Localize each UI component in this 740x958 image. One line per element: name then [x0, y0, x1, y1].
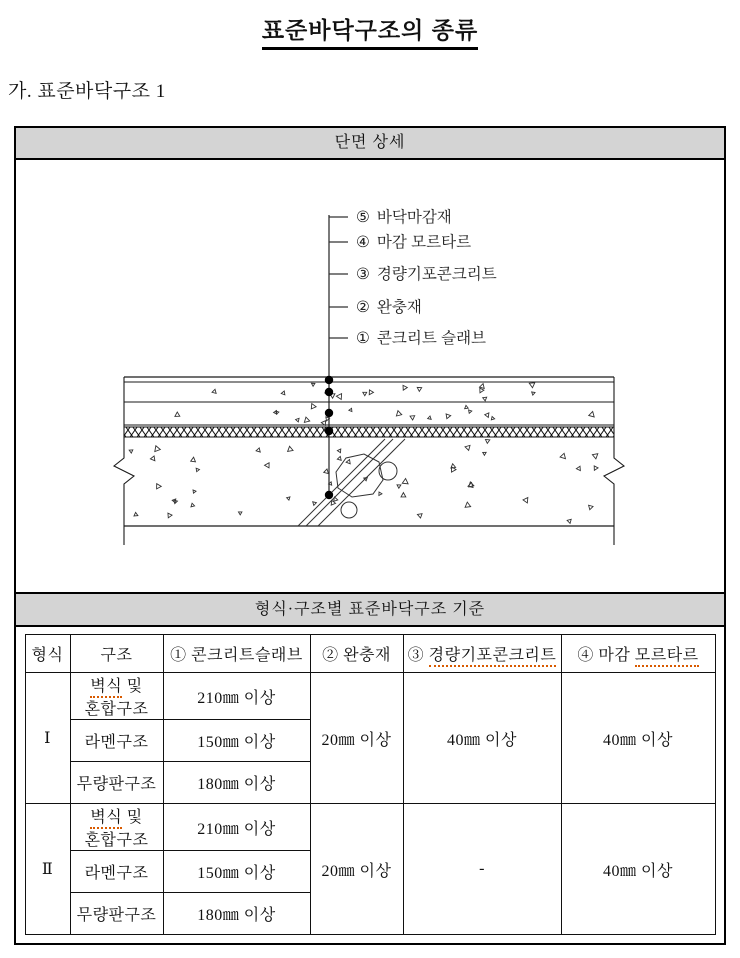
- layer-2-name: 완충재: [376, 299, 422, 316]
- criteria-table-wrap: [16, 627, 724, 935]
- cell-slab: 180㎜ 이상: [163, 762, 310, 804]
- layer-4-name: 마감 모르타르: [376, 234, 472, 251]
- spellcheck-underline: 벽식: [90, 809, 122, 829]
- cushion-hatch-band: [124, 427, 614, 437]
- cell-structure: 라멘구조: [70, 720, 163, 762]
- cell-type-2: Ⅱ: [25, 804, 70, 935]
- col-header-structure: 구조: [70, 635, 163, 673]
- col-header-cushion: ② 완충재: [310, 635, 403, 673]
- col-header-mortar: ④ 마감 모르타르: [561, 635, 715, 673]
- col-header-slab: ① 콘크리트슬래브: [163, 635, 310, 673]
- criteria-header: 형식·구조별 표준바닥구조 기준: [16, 592, 724, 627]
- layer-4-num: ④: [356, 234, 370, 251]
- leader-line: [329, 215, 348, 495]
- cell-cushion: 20㎜ 이상: [310, 673, 403, 804]
- cell-structure: 라멘구조: [70, 851, 163, 893]
- section-detail-header: 단면 상세: [16, 128, 724, 160]
- spellcheck-underline: 벽식: [90, 678, 122, 698]
- spellcheck-underline: 경량기포콘크리트: [429, 647, 557, 667]
- cell-slab: 210㎜ 이상: [163, 804, 310, 851]
- cross-section-svg: [16, 160, 724, 592]
- layer-label-4: [356, 232, 471, 251]
- layer-label-3: [356, 264, 497, 283]
- layer-3-name: 경량기포콘크리트: [376, 266, 497, 283]
- layer-1-name: 콘크리트 슬래브: [376, 330, 487, 347]
- cell-mortar: 40㎜ 이상: [561, 804, 715, 935]
- content-frame: [14, 126, 726, 945]
- layer-5-name: 바닥마감재: [376, 209, 452, 226]
- layer-2-num: ②: [356, 299, 370, 316]
- layer-1-num: ①: [356, 330, 370, 347]
- aggregate-detail: [298, 439, 405, 526]
- layer-label-1: [356, 328, 486, 347]
- cell-lwc: 40㎜ 이상: [403, 673, 561, 804]
- cell-slab: 150㎜ 이상: [163, 851, 310, 893]
- cell-lwc: -: [403, 804, 561, 935]
- cell-mortar: 40㎜ 이상: [561, 673, 715, 804]
- cell-structure: 무량판구조: [70, 762, 163, 804]
- cell-structure: 무량판구조: [70, 893, 163, 935]
- cell-slab: 210㎜ 이상: [163, 673, 310, 720]
- layer-5-num: ⑤: [356, 209, 370, 226]
- cell-structure: 벽식 및 혼합구조: [70, 804, 163, 851]
- layer-label-5: [356, 207, 452, 226]
- layer-label-2: [356, 297, 422, 316]
- section-heading: 가. 표준바닥구조 1: [8, 81, 166, 102]
- cell-cushion: 20㎜ 이상: [310, 804, 403, 935]
- layer-3-num: ③: [356, 266, 370, 283]
- page-title: [0, 12, 740, 50]
- criteria-table: [25, 634, 716, 935]
- col-header-lwc: ③ 경량기포콘크리트: [403, 635, 561, 673]
- cross-section-diagram: [16, 160, 724, 592]
- page-title-text: 표준바닥구조의 종류: [262, 12, 478, 50]
- spellcheck-underline: 모르타르: [635, 647, 699, 667]
- cell-type-1: Ⅰ: [25, 673, 70, 804]
- cell-slab: 150㎜ 이상: [163, 720, 310, 762]
- cell-slab: 180㎜ 이상: [163, 893, 310, 935]
- col-header-type: 형식: [25, 635, 70, 673]
- cell-structure: 벽식 및 혼합구조: [70, 673, 163, 720]
